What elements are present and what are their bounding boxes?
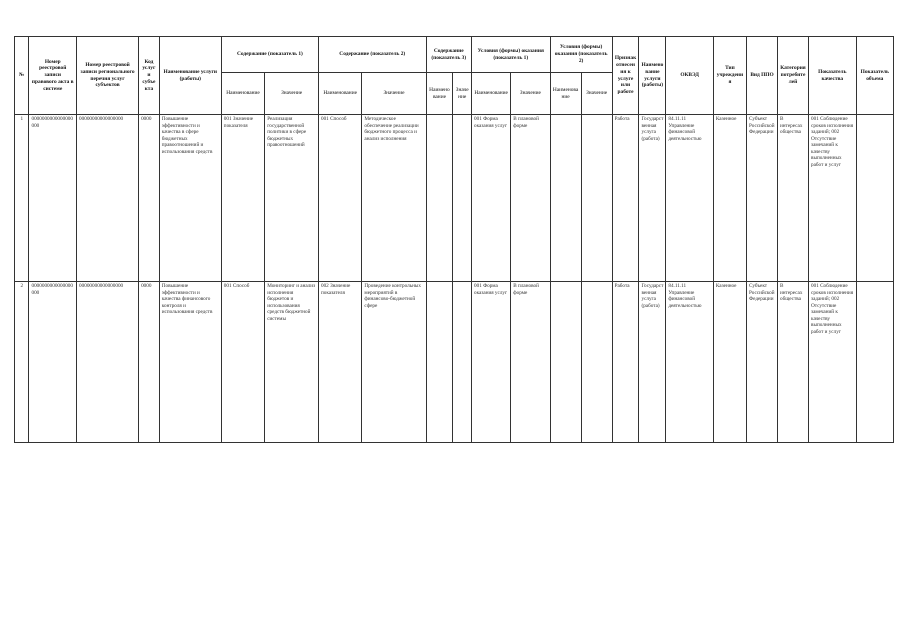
cell-volume: [856, 282, 893, 443]
cell-f1-name: 001 Форма оказания услуг: [472, 115, 511, 282]
cell-category: В интересах общества: [778, 115, 809, 282]
cell-f1-name: 001 Форма оказания услуг: [472, 282, 511, 443]
header-content-1: Содержание (показатель 1): [221, 37, 318, 73]
cell-scope: Государственная услуга (работа): [639, 282, 666, 443]
subheader-c3-name: Наименование: [426, 73, 453, 115]
header-condition-2: Условия (формы) оказания (показатель 2): [550, 37, 612, 73]
cell-c2-value: Методическое обеспечение реализации бюджетного процесса и анализ исполнения: [362, 115, 426, 282]
cell-c2-name: 002 Значение показателя: [318, 282, 361, 443]
cell-f1-value: В плановой форме: [511, 115, 550, 282]
header-code: Код услуги субъекта: [139, 37, 160, 115]
header-content-2: Содержание (показатель 2): [318, 37, 426, 73]
header-category: Категория потребителей: [778, 37, 809, 115]
cell-reestr-num: 0000000000000000000: [29, 282, 77, 443]
header-quality: Показатель качества: [809, 37, 857, 115]
table-row: [15, 282, 894, 443]
cell-quality: 001 Соблюдение сроков исполнения заданий; 002 Отсутствие замечаний к качеству выполненных работ и услуг: [809, 115, 857, 282]
cell-num: 1: [15, 115, 29, 282]
header-volume: Показатель объема: [856, 37, 893, 115]
subheader-c1-value: Значение: [265, 73, 319, 115]
header-ppo: Вид ППО: [746, 37, 777, 115]
header-row-1: [15, 37, 894, 73]
cell-c1-value: Мониторинг и анализ исполнения бюджетов и использования средств бюджетной системы: [265, 282, 319, 443]
registry-table: [14, 36, 894, 443]
header-sign: Признак отнесения к услуге или работе: [612, 37, 639, 115]
header-num: №: [15, 37, 29, 115]
cell-f1-value: В плановой форме: [511, 282, 550, 443]
cell-okved: 84.11.11 Управление финансовой деятельностью: [666, 282, 714, 443]
cell-name: Повышение эффективности и качества в сфере бюджетных правоотношений и использования средств: [159, 115, 221, 282]
subheader-f1-name: Наименование: [472, 73, 511, 115]
cell-f2-name: [550, 282, 581, 443]
cell-reestr-subject: 00000000000000000: [77, 115, 139, 282]
header-condition-1: Условия (формы) оказания (показатель 1): [472, 37, 551, 73]
cell-c1-value: Реализация государственной политики в сфере бюджетных правоотношений: [265, 115, 319, 282]
subheader-c1-name: Наименование: [221, 73, 264, 115]
subheader-c3-value: Значение: [453, 73, 472, 115]
cell-c3-value: [453, 115, 472, 282]
cell-f2-value: [581, 115, 612, 282]
cell-ppo: Субъект Российской Федерации: [746, 115, 777, 282]
header-okved: ОКВЭД: [666, 37, 714, 115]
subheader-f2-name: Наименование: [550, 73, 581, 115]
cell-volume: [856, 115, 893, 282]
header-level: Тип учреждения: [713, 37, 746, 115]
header-content-3: Содержание (показатель 3): [426, 37, 471, 73]
cell-level: Казенное: [713, 282, 746, 443]
header-reestr-num: Номер реестровой записи правового акта в системе: [29, 37, 77, 115]
cell-code: 0000: [139, 115, 160, 282]
cell-sign: Работа: [612, 282, 639, 443]
header-name: Наименование услуги (работы): [159, 37, 221, 115]
cell-c3-name: [426, 115, 453, 282]
cell-num: 2: [15, 282, 29, 443]
cell-quality: 001 Соблюдение сроков исполнения заданий; 002 Отсутствие замечаний к качеству выполненных работ и услуг: [809, 282, 857, 443]
header-reestr-subject: Номер реестровой записи регионального перечня услуг субъектов: [77, 37, 139, 115]
cell-reestr-subject: 00000000000000000: [77, 282, 139, 443]
subheader-f2-value: Значение: [581, 73, 612, 115]
cell-c3-value: [453, 282, 472, 443]
cell-c1-name: 001 Значение показателя: [221, 115, 264, 282]
cell-category: В интересах общества: [778, 282, 809, 443]
cell-c2-value: Проведение контрольных мероприятий в финансово-бюджетной сфере: [362, 282, 426, 443]
cell-c2-name: 001 Способ: [318, 115, 361, 282]
cell-code: 0000: [139, 282, 160, 443]
cell-sign: Работа: [612, 115, 639, 282]
cell-scope: Государственная услуга (работа): [639, 115, 666, 282]
header-scope: Наименование услуги (работы): [639, 37, 666, 115]
table-row: [15, 115, 894, 282]
cell-f2-value: [581, 282, 612, 443]
cell-f2-name: [550, 115, 581, 282]
cell-name: Повышение эффективности и качества финансового контроля и использования средств: [159, 282, 221, 443]
cell-c3-name: [426, 282, 453, 443]
subheader-c2-name: Наименование: [318, 73, 361, 115]
subheader-c2-value: Значение: [362, 73, 426, 115]
cell-c1-name: 001 Способ: [221, 282, 264, 443]
subheader-f1-value: Значение: [511, 73, 550, 115]
cell-reestr-num: 0000000000000000000: [29, 115, 77, 282]
cell-level: Казенное: [713, 115, 746, 282]
cell-okved: 84.11.11 Управление финансовой деятельностью: [666, 115, 714, 282]
cell-ppo: Субъект Российской Федерации: [746, 282, 777, 443]
